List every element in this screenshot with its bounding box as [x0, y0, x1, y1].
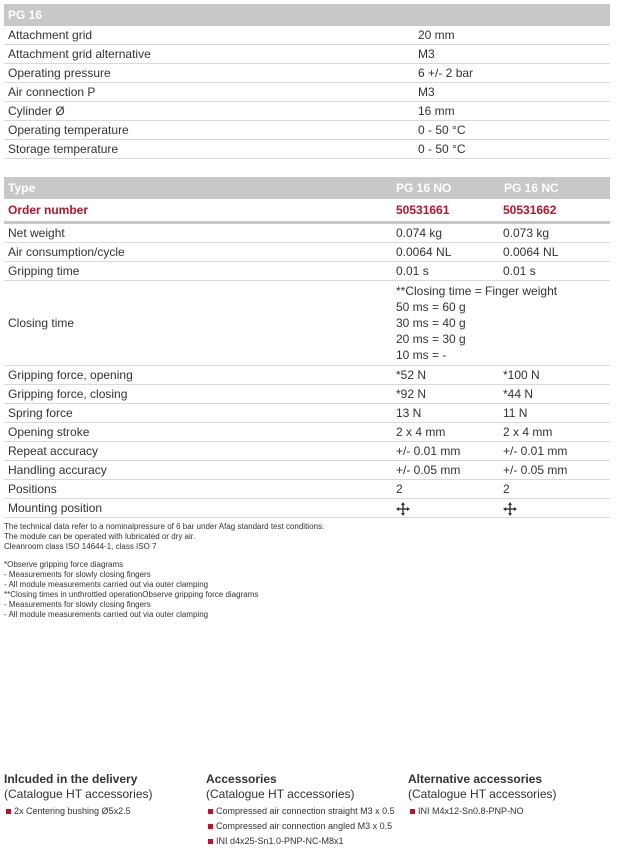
variant-row — [4, 366, 610, 385]
accessory-subtitle: (Catalogue HT accessories) — [4, 787, 153, 801]
note-line: Cleanroom class ISO 14644-1, class ISO 7 — [4, 542, 157, 551]
spec-value: M3 — [418, 85, 435, 99]
spec-row — [4, 45, 610, 64]
variant-label: Net weight — [8, 226, 65, 240]
variant-value-nc: +/- 0.05 mm — [503, 463, 568, 477]
variant-label: Repeat accuracy — [8, 444, 99, 458]
note-line: - Measurements for slowly closing fingers — [4, 600, 151, 609]
variant-value-nc: 0.01 s — [503, 264, 536, 278]
accessory-item: 2x Centering bushing Ø5x2.5 — [4, 804, 206, 819]
accessories-section — [4, 772, 610, 849]
variant-no-label: PG 16 NO — [396, 181, 452, 195]
order-number-row — [4, 199, 610, 224]
closing-time-line: 10 ms = - — [396, 348, 447, 362]
variant-row — [4, 404, 610, 423]
variant-table-header — [4, 177, 610, 199]
closing-time-line: 30 ms = 40 g — [396, 316, 466, 330]
closing-time-line: **Closing time = Finger weight — [396, 284, 558, 298]
order-number-nc: 50531662 — [503, 203, 557, 217]
spec-value: 6 +/- 2 bar — [418, 66, 474, 80]
mounting-position-label: Mounting position — [8, 501, 103, 515]
order-number-no: 50531661 — [396, 203, 450, 217]
accessory-item: INI d4x25-Sn1.0-PNP-NC-M8x1 — [206, 834, 408, 849]
variant-value-no: *52 N — [396, 368, 427, 382]
variant-label: Gripping force, opening — [8, 368, 133, 382]
variant-value-no: 0.0064 NL — [396, 245, 452, 259]
spec-row — [4, 102, 610, 121]
four-arrows-icon — [503, 502, 517, 516]
variant-label: Spring force — [8, 406, 73, 420]
variant-value-no: 13 N — [396, 406, 422, 420]
variant-row — [4, 262, 610, 281]
spec-value: 16 mm — [418, 104, 455, 118]
accessory-item: INI M4x12-Sn0.8-PNP-NO — [408, 804, 610, 819]
variant-row — [4, 461, 610, 480]
closing-time-row — [4, 281, 610, 366]
variant-value-no: 0.01 s — [396, 264, 429, 278]
spec-label: Storage temperature — [8, 142, 119, 156]
variant-label: Gripping force, closing — [8, 387, 128, 401]
note-line: - Measurements for slowly closing fingers — [4, 570, 151, 579]
note-line: *Observe gripping force diagrams — [4, 560, 124, 569]
spec-row — [4, 26, 610, 45]
type-label: Type — [8, 181, 36, 195]
accessory-list — [206, 804, 408, 849]
variant-value-no: +/- 0.01 mm — [396, 444, 461, 458]
note-line: The technical data refer to a nominalpressure of 6 bar under Afag standard test conditions. — [4, 522, 325, 531]
note-line: - All module measurements carried out via outer clamping — [4, 580, 209, 589]
variant-label: Air consumption/cycle — [8, 245, 125, 259]
spec-label: Attachment grid — [8, 28, 93, 42]
accessory-item: Compressed air connection straight M3 x 0.5 — [206, 804, 408, 819]
variant-value-nc: 0.073 kg — [503, 226, 550, 240]
mounting-position-row — [4, 499, 610, 518]
spec-value: 0 - 50 °C — [418, 142, 466, 156]
note-line: The module can be operated with lubricated or dry air. — [4, 532, 196, 541]
variant-value-nc: 11 N — [503, 406, 528, 420]
accessory-column — [4, 772, 206, 849]
spec-row — [4, 83, 610, 102]
variant-row — [4, 243, 610, 262]
accessory-column — [206, 772, 408, 849]
four-arrows-icon — [396, 502, 410, 516]
technical-notes — [4, 522, 324, 620]
variant-label: Gripping time — [8, 264, 80, 278]
variant-value-no: +/- 0.05 mm — [396, 463, 461, 477]
note-line: - All module measurements carried out via outer clamping — [4, 610, 209, 619]
variant-value-nc: +/- 0.01 mm — [503, 444, 568, 458]
closing-time-label: Closing time — [8, 316, 75, 330]
variant-row — [4, 385, 610, 404]
order-number-label: Order number — [8, 203, 89, 217]
variant-label: Opening stroke — [8, 425, 90, 439]
accessory-list — [4, 804, 206, 819]
variant-value-nc: 2 x 4 mm — [503, 425, 553, 439]
variant-table — [4, 177, 610, 518]
spec-label: Attachment grid alternative — [8, 47, 151, 61]
spec-value: M3 — [418, 47, 435, 61]
spec-label: Operating pressure — [8, 66, 111, 80]
variant-label: Handling accuracy — [8, 463, 107, 477]
accessory-title: Accessories — [206, 772, 277, 786]
accessory-list — [408, 804, 610, 819]
spec-row — [4, 140, 610, 159]
variant-value-nc: 0.0064 NL — [503, 245, 559, 259]
accessory-title: Alternative accessories — [408, 772, 543, 786]
variant-row — [4, 442, 610, 461]
variant-value-nc: 2 — [503, 482, 510, 496]
closing-time-line: 50 ms = 60 g — [396, 300, 466, 314]
variant-row — [4, 224, 610, 243]
spec-label: Operating temperature — [8, 123, 129, 137]
variant-value-nc: *100 N — [503, 368, 540, 382]
spec-label: Air connection P — [8, 85, 96, 99]
spec-value: 0 - 50 °C — [418, 123, 466, 137]
accessory-subtitle: (Catalogue HT accessories) — [408, 787, 557, 801]
variant-value-no: 2 — [396, 482, 403, 496]
accessory-subtitle: (Catalogue HT accessories) — [206, 787, 355, 801]
general-table — [4, 4, 610, 159]
spec-value: 20 mm — [418, 28, 455, 42]
note-line: **Closing times in unthrottled operationObserve gripping force diagrams — [4, 590, 259, 599]
spec-row — [4, 121, 610, 140]
variant-value-no: 2 x 4 mm — [396, 425, 446, 439]
accessory-item: Compressed air connection angled M3 x 0.5 — [206, 819, 408, 834]
variant-value-nc: *44 N — [503, 387, 534, 401]
spec-label: Cylinder Ø — [8, 104, 65, 118]
accessory-title: Inlcuded in the delivery — [4, 772, 138, 786]
variant-value-no: *92 N — [396, 387, 427, 401]
closing-time-line: 20 ms = 30 g — [396, 332, 466, 346]
closing-time-values — [396, 281, 610, 365]
variant-row — [4, 480, 610, 499]
variant-label: Positions — [8, 482, 57, 496]
variant-value-no: 0.074 kg — [396, 226, 443, 240]
accessory-column — [408, 772, 610, 849]
spec-sheet — [4, 4, 610, 518]
variant-nc-label: PG 16 NC — [504, 181, 559, 195]
spec-row — [4, 64, 610, 83]
general-table-header: PG 16 — [4, 4, 610, 26]
variant-row — [4, 423, 610, 442]
